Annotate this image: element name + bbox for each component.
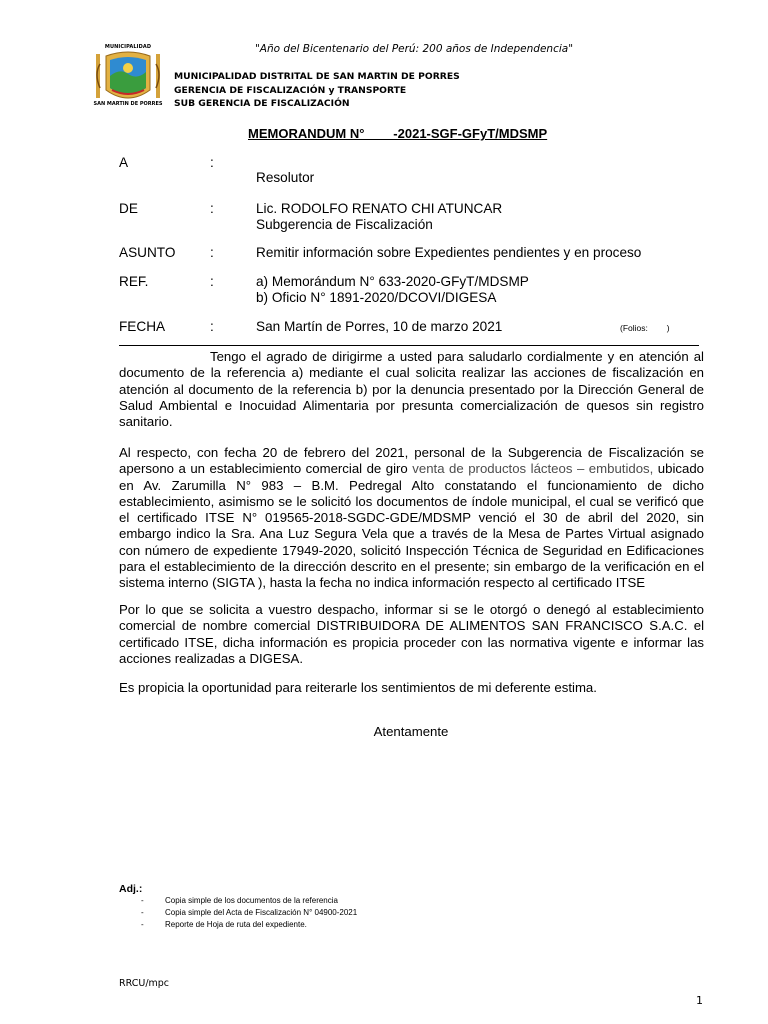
organization-name: MUNICIPALIDAD DISTRITAL DE SAN MARTIN DE PORRES: [174, 71, 460, 82]
attachments-list: [141, 895, 357, 931]
subject-value: Remitir información sobre Expedientes pendientes y en proceso: [256, 245, 642, 260]
date-label: FECHA: [119, 319, 166, 334]
folios-count: (Folios: ): [620, 323, 670, 333]
ref-colon: :: [210, 274, 214, 289]
paragraph-intro: [119, 349, 704, 430]
ref-b: b) Oficio N° 1891-2020/DCOVI/DIGESA: [256, 290, 497, 305]
attachment-text: Reporte de Hoja de ruta del expediente.: [165, 920, 307, 929]
to-label: A: [119, 155, 129, 170]
author-initials: RRCU/mpc: [119, 978, 170, 989]
date-colon: :: [210, 319, 214, 334]
separator-line: [119, 345, 699, 346]
logo-top-text: MUNICIPALIDAD: [104, 44, 152, 50]
from-value: [256, 201, 502, 233]
paragraph-request: Por lo que se solicita a vuestro despacho, informar si se le otorgó o denegó al establecimiento comercial de nombre comercial DISTRIBUIDORA DE ALIMENTOS SAN FRANCISCO S.A.C. el certificado ITSE, dicha información es propicia proceder con las normativa vigente e informar las acciones realizadas a DIGESA.: [119, 602, 704, 666]
paragraph-inspection-start: Al respecto, con fecha 20 de febrero del 2021, personal de la Subgerencia de Fiscalización se apersono a un establecimiento comercial de giro: [119, 445, 704, 477]
management-name: GERENCIA DE FISCALIZACIÓN y TRANSPORTE: [174, 84, 407, 96]
ref-label: REF.: [119, 274, 149, 289]
organization-block: [174, 70, 460, 111]
page-number: 1: [696, 994, 703, 1007]
attachment-text: Copia simple de los documentos de la referencia: [165, 896, 338, 905]
date-value: San Martín de Porres, 10 de marzo 2021: [256, 319, 503, 334]
attachment-bullet: -: [141, 908, 144, 917]
memo-title: MEMORANDUM N° -2021-SGF-GFyT/MDSMP: [248, 126, 548, 141]
year-motto: "Año del Bicentenario del Perú: 200 años de Independencia": [254, 43, 574, 55]
from-unit: Subgerencia de Fiscalización: [256, 217, 433, 232]
from-colon: :: [210, 201, 214, 216]
from-name: Lic. RODOLFO RENATO CHI ATUNCAR: [256, 201, 503, 216]
logo-bottom-text: SAN MARTIN DE PORRES: [93, 101, 163, 107]
attachment-bullet: -: [141, 896, 144, 905]
from-label: DE: [119, 201, 138, 216]
subject-colon: :: [210, 245, 214, 260]
sub-management-name: SUB GERENCIA DE FISCALIZACIÓN: [174, 98, 350, 110]
ref-value: [256, 274, 529, 306]
to-colon: :: [210, 155, 214, 170]
paragraph-regards: Es propicia la oportunidad para reiterarle los sentimientos de mi deferente estima.: [119, 680, 597, 695]
attachment-item: [141, 907, 357, 919]
subject-label: ASUNTO: [119, 245, 176, 260]
attachment-bullet: -: [141, 920, 144, 929]
closing: Atentamente: [373, 724, 449, 739]
to-value: Resolutor: [256, 170, 315, 185]
attachments-title: Adj.:: [119, 883, 143, 895]
attachment-item: [141, 895, 357, 907]
paragraph-intro-text: Tengo el agrado de dirigirme a usted para saludarlo cordialmente y en atención al documento de la referencia a) mediante el cual solicita realizar las acciones de fiscalización en atención al documento de la referencia b) por la denuncia presentado por la Dirección General de Salud Ambiental e Inocuidad Alimentaria por presunta comercialización de quesos sin registro sanitario.: [119, 349, 704, 430]
ref-a: a) Memorándum N° 633-2020-GFyT/MDSMP: [256, 274, 529, 289]
business-type: venta de productos lácteos – embutidos,: [412, 461, 654, 477]
attachment-item: [141, 919, 357, 931]
attachment-text: Copia simple del Acta de Fiscalización N° 04900-2021: [165, 908, 358, 917]
paragraph-inspection-end: ubicado en Av. Zarumilla N° 983 – B.M. Pedregal Alto constatando el funcionamiento de dicho establecimiento, asimismo se le solicitó los documentos de índole municipal, el cual se verificó que el certificado ITSE N° 019565-2018-SGDC-GDE/MDSMP venció el 30 de abril del 2020, sin embargo indico la Sra. Ana Luz Segura Vela que a través de la Mesa de Partes Virtual asignado con número de expediente 17949-2020, solicitó Inspección Técnica de Seguridad en Edificaciones para el establecimiento de la dirección descrito en el presente; sin embargo de la verificación en el sistema interno (SIGTA ), hasta la fecha no indica información respecto al certificado ITSE: [119, 461, 705, 591]
paragraph-inspection: [119, 445, 704, 592]
